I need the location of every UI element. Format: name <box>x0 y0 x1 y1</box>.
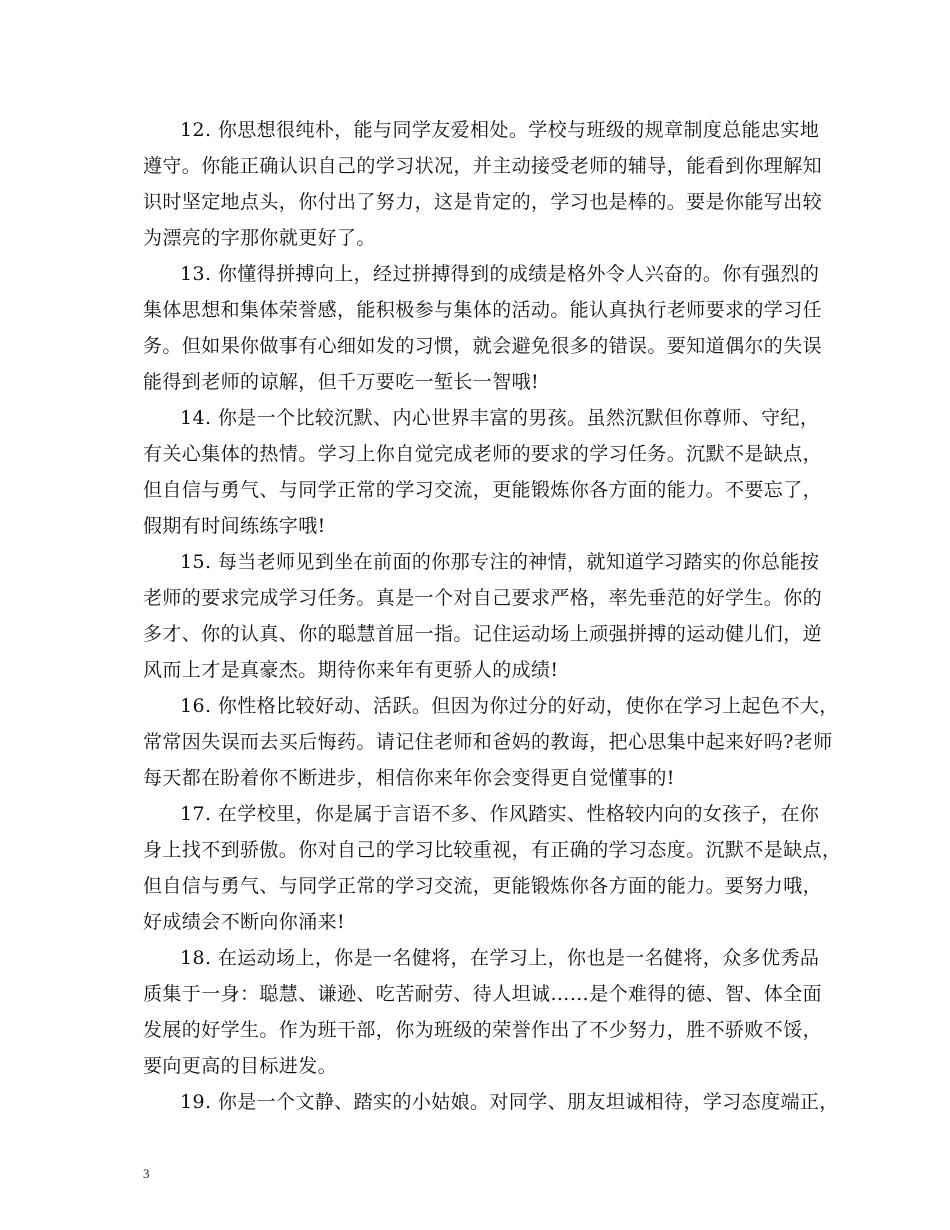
paragraph-line: 17. 在学校里，你是属于言语不多、作风踏实、性格较内向的女孩子，在你 <box>180 803 820 825</box>
comment-paragraph-16 <box>143 688 839 796</box>
paragraph-line: 为漂亮的字那你就更好了。 <box>143 227 376 249</box>
comment-paragraph-18 <box>143 940 833 1084</box>
paragraph-line: 集体思想和集体荣誉感，能积极参与集体的活动。能认真执行老师要求的学习任 <box>143 299 823 321</box>
paragraph-line: 15. 每当老师见到坐在前面的你那专注的神情，就知道学习踏实的你总能按 <box>180 551 820 573</box>
paragraph-line: 18. 在运动场上，你是一名健将，在学习上，你也是一名健将，众多优秀品 <box>180 947 820 969</box>
paragraph-line: 质集于一身：聪慧、谦逊、吃苦耐劳、待人坦诚……是个难得的德、智、体全面 <box>143 983 823 1005</box>
paragraph-line: 识时坚定地点头，你付出了努力，这是肯定的，学习也是棒的。要是你能写出较 <box>143 191 823 213</box>
paragraph-line: 19. 你是一个文静、踏实的小姑娘。对同学、朋友坦诚相待，学习态度端正， <box>180 1091 839 1113</box>
paragraph-line: 老师的要求完成学习任务。真是一个对自己要求严格，率先垂范的好学生。你的 <box>143 587 823 609</box>
paragraph-line: 发展的好学生。作为班干部，你为班级的荣誉作出了不少努力，胜不骄败不馁， <box>143 1019 823 1041</box>
paragraph-line: 能得到老师的谅解，但千万要吃一堑长一智哦! <box>143 371 540 393</box>
paragraph-line: 14. 你是一个比较沉默、内心世界丰富的男孩。虽然沉默但你尊师、守纪， <box>180 407 820 429</box>
paragraph-line: 务。但如果你做事有心细如发的习惯，就会避免很多的错误。要知道偶尔的失误 <box>143 335 823 357</box>
paragraph-line: 假期有时间练练字哦! <box>143 515 326 537</box>
comment-paragraph-14 <box>143 400 833 544</box>
paragraph-line: 但自信与勇气、与同学正常的学习交流，更能锻炼你各方面的能力。不要忘了， <box>143 479 823 501</box>
paragraph-line: 好成绩会不断向你涌来! <box>143 911 346 933</box>
paragraph-line: 12. 你思想很纯朴，能与同学友爱相处。学校与班级的规章制度总能忠实地 <box>180 119 820 141</box>
paragraph-line: 有关心集体的热情。学习上你自觉完成老师的要求的学习任务。沉默不是缺点， <box>143 443 823 465</box>
paragraph-line: 身上找不到骄傲。你对自己的学习比较重视，有正确的学习态度。沉默不是缺点， <box>143 839 842 861</box>
paragraph-line: 但自信与勇气、与同学正常的学习交流，更能锻炼你各方面的能力。要努力哦， <box>143 875 823 897</box>
comment-paragraph-13 <box>143 256 833 400</box>
paragraph-line: 13. 你懂得拼搏向上，经过拼搏得到的成绩是格外令人兴奋的。你有强烈的 <box>180 263 820 285</box>
comment-paragraph-19 <box>143 1084 839 1120</box>
document-body <box>143 112 842 1120</box>
paragraph-line: 每天都在盼着你不断进步，相信你来年你会变得更自觉懂事的! <box>143 767 675 789</box>
comment-paragraph-15 <box>143 544 833 688</box>
paragraph-line: 遵守。你能正确认识自己的学习状况，并主动接受老师的辅导，能看到你理解知 <box>143 155 823 177</box>
comment-paragraph-12 <box>143 112 833 256</box>
paragraph-line: 16. 你性格比较好动、活跃。但因为你过分的好动，使你在学习上起色不大， <box>180 695 839 717</box>
paragraph-line: 要向更高的目标进发。 <box>143 1055 338 1077</box>
paragraph-line: 常常因失误而去买后悔药。请记住老师和爸妈的教诲，把心思集中起来好吗?老师 <box>143 731 833 753</box>
paragraph-line: 多才、你的认真、你的聪慧首屈一指。记住运动场上顽强拼搏的运动健儿们，逆 <box>143 623 823 645</box>
comment-paragraph-17 <box>143 796 842 940</box>
paragraph-line: 风而上才是真豪杰。期待你来年有更骄人的成绩! <box>143 659 559 681</box>
page-number: 3 <box>143 1166 150 1181</box>
